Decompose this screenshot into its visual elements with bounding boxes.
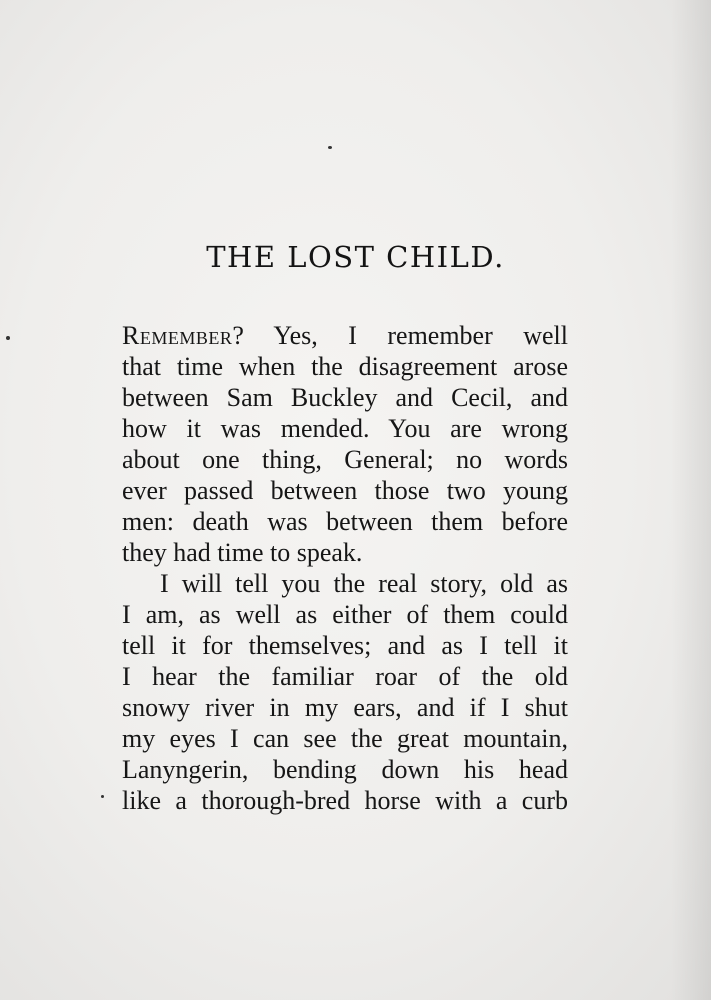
text-line: I will tell you the real story, old as	[160, 569, 568, 598]
text-line: Remember? Yes, I remember well	[122, 321, 568, 350]
chapter-title: THE LOST CHILD.	[206, 240, 505, 274]
page-edge-shadow	[671, 0, 711, 1000]
text-line: that time when the disagreement arose	[122, 352, 568, 381]
text-line: they had time to speak.	[122, 538, 363, 567]
text-line: how it was mended. You are wrong	[122, 414, 568, 443]
text-line: I am, as well as either of them could	[122, 600, 568, 629]
text-line: my eyes I can see the great mountain,	[122, 724, 568, 753]
text-line: between Sam Buckley and Cecil, and	[122, 383, 568, 412]
ink-speck	[6, 336, 10, 340]
text-line: snowy river in my ears, and if I shut	[122, 693, 568, 722]
text-line: like a thorough-bred horse with a curb	[122, 786, 568, 815]
ink-speck	[328, 146, 332, 149]
text-line: men: death was between them before	[122, 507, 568, 536]
text-line: Lanyngerin, bending down his head	[122, 755, 568, 784]
text-line: ever passed between those two young	[122, 476, 568, 505]
text-line: about one thing, General; no words	[122, 445, 568, 474]
text-line: tell it for themselves; and as I tell it	[122, 631, 568, 660]
text-line: I hear the familiar roar of the old	[122, 662, 568, 691]
body-text	[122, 320, 568, 816]
opening-word: Remember	[122, 321, 233, 350]
ink-speck	[101, 795, 104, 798]
